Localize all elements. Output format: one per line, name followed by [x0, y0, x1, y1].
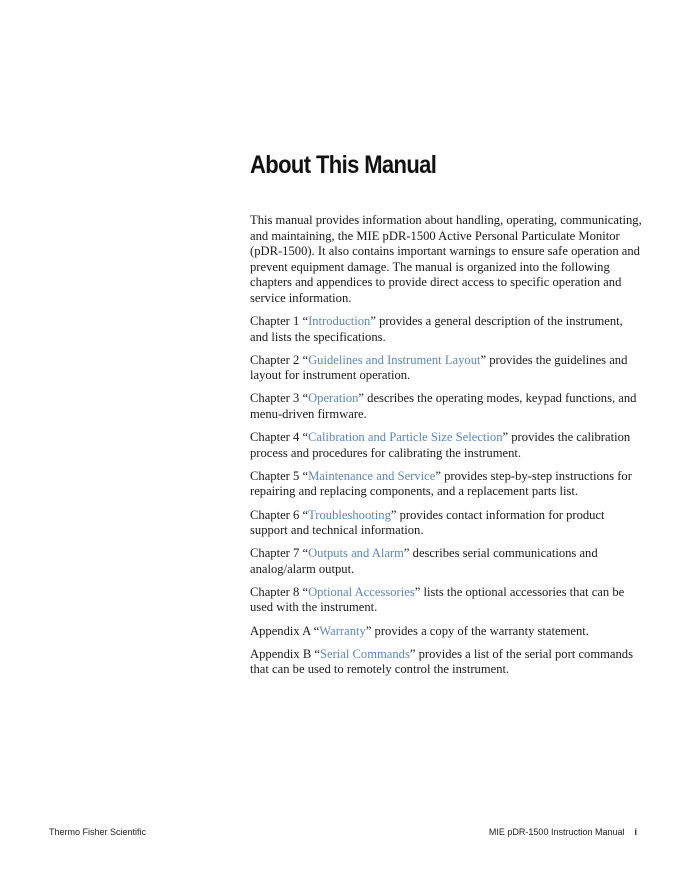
appendix-a-prefix: Appendix A “: [250, 623, 320, 638]
chapter-2-description: ” provides the guidelines and layout for instrument operation.: [250, 352, 628, 383]
appendix-a-description: ” provides a copy of the warranty statement.: [365, 623, 589, 638]
chapter-8-entry: [250, 585, 642, 616]
chapter-6-entry: [250, 508, 642, 539]
appendix-b-prefix: Appendix B “: [250, 646, 320, 661]
chapter-8-link[interactable]: Optional Accessories: [308, 584, 415, 599]
chapter-4-prefix: Chapter 4 “: [250, 430, 309, 445]
footer-company: Thermo Fisher Scientific: [49, 827, 147, 837]
chapter-7-description: ” describes serial communications and analog/alarm output.: [250, 546, 598, 576]
appendix-a-link[interactable]: Warranty: [319, 623, 366, 638]
appendix-a-entry: [250, 624, 642, 640]
chapter-3-link[interactable]: Operation: [308, 391, 359, 406]
chapter-5-prefix: Chapter 5 “: [250, 468, 309, 483]
chapter-5-link[interactable]: Maintenance and Service: [308, 468, 436, 483]
chapter-4-link[interactable]: Calibration and Particle Size Selection: [308, 430, 503, 445]
chapter-1-prefix: Chapter 1 “: [250, 314, 309, 329]
chapter-1-entry: [250, 314, 642, 345]
chapter-2-link[interactable]: Guidelines and Instrument Layout: [308, 352, 481, 367]
chapter-7-prefix: Chapter 7 “: [250, 546, 309, 561]
intro-paragraph: This manual provides information about handling, operating, communicating, and maintaining, the MIE pDR-1500 Active Personal Particulate Monitor (pDR-1500). It also contains important warnings to ensure safe operation and prevent equipment damage. The manual is organized into the following chapters and appendices to provide direct access to specific operation and service information.: [250, 213, 642, 305]
page-title: About This Manual: [250, 151, 437, 179]
chapter-8-prefix: Chapter 8 “: [250, 584, 309, 599]
chapter-5-entry: [250, 469, 642, 500]
footer-manual-title: MIE pDR-1500 Instruction Manual: [488, 827, 625, 837]
appendix-b-description: ” provides a list of the serial port commands that can be used to remotely control the instrument.: [250, 646, 634, 677]
appendix-b-entry: [250, 647, 642, 678]
appendix-b-link[interactable]: Serial Commands: [319, 646, 410, 661]
footer-manual-info: [489, 827, 637, 837]
chapter-4-description: ” provides the calibration process and procedures for calibrating the instrument.: [250, 430, 631, 460]
chapter-8-description: ” lists the optional accessories that can be used with the instrument.: [250, 584, 625, 615]
chapter-3-prefix: Chapter 3 “: [250, 391, 309, 406]
chapter-7-entry: [250, 546, 642, 577]
page-number: i: [634, 827, 637, 837]
chapter-6-prefix: Chapter 6 “: [250, 507, 309, 522]
chapter-6-description: ” provides contact information for product support and technical information.: [250, 507, 605, 538]
chapter-1-description: ” provides a general description of the instrument, and lists the specifications.: [250, 314, 623, 344]
chapter-2-entry: [250, 353, 642, 384]
manual-overview: [250, 213, 642, 685]
chapter-2-prefix: Chapter 2 “: [250, 352, 309, 367]
chapter-6-link[interactable]: Troubleshooting: [308, 507, 391, 522]
chapter-7-link[interactable]: Outputs and Alarm: [308, 546, 404, 561]
chapter-4-entry: [250, 430, 642, 461]
chapter-3-description: ” describes the operating modes, keypad functions, and menu-driven firmware.: [250, 391, 637, 422]
chapter-3-entry: [250, 391, 642, 422]
chapter-1-link[interactable]: Introduction: [308, 314, 371, 329]
chapter-5-description: ” provides step-by-step instructions for repairing and replacing components, and a replacement parts list.: [250, 468, 632, 499]
